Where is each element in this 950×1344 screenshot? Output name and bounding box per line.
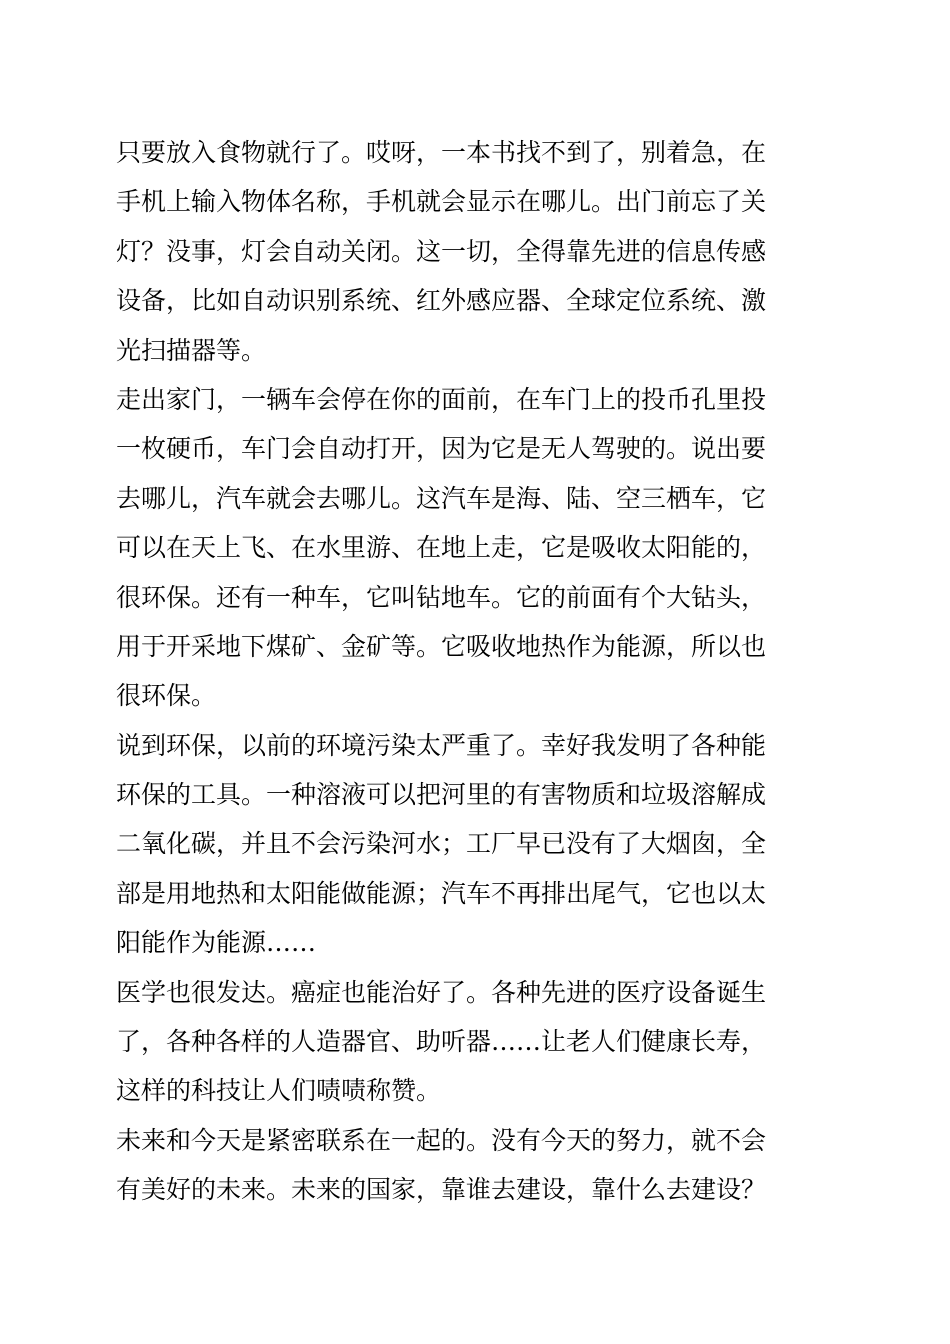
paragraph-medicine <box>116 968 767 1116</box>
text-line: 只要放入食物就行了。哎呀，一本书找不到了，别着急，在 <box>116 138 767 167</box>
text-line: 阳能作为能源…… <box>116 928 317 958</box>
text-line: 可以在天上飞、在水里游、在地上走，它是吸收太阳能的， <box>116 533 767 563</box>
text-line: 这样的科技让人们啧啧称赞。 <box>116 1076 442 1106</box>
text-line: 很环保。 <box>116 681 217 711</box>
text-line: 了，各种各样的人造器官、助听器……让老人们健康长寿， <box>116 1027 767 1057</box>
paragraph-transport <box>116 375 767 721</box>
text-line: 部是用地热和太阳能做能源；汽车不再排出尾气，它也以太 <box>116 878 767 908</box>
text-line: 未来和今天是紧密联系在一起的。没有今天的努力，就不会 <box>116 1125 767 1155</box>
text-line: 说到环保，以前的环境污染太严重了。幸好我发明了各种能 <box>116 730 767 760</box>
text-line: 环保的工具。一种溶液可以把河里的有害物质和垃圾溶解成 <box>116 780 767 810</box>
text-line: 二氧化碳，并且不会污染河水；工厂早已没有了大烟囱，全 <box>116 829 767 859</box>
text-line: 设备，比如自动识别系统、红外感应器、全球定位系统、激 <box>116 286 767 316</box>
paragraph-environment <box>116 721 767 968</box>
text-line: 很环保。还有一种车，它叫钻地车。它的前面有个大钻头， <box>116 582 767 612</box>
text-line: 灯？没事，灯会自动关闭。这一切，全得靠先进的信息传感 <box>116 236 767 266</box>
document-body <box>116 128 767 1215</box>
text-line: 去哪儿，汽车就会去哪儿。这汽车是海、陆、空三栖车，它 <box>116 483 767 513</box>
paragraph-future <box>116 1116 767 1215</box>
text-line: 走出家门，一辆车会停在你的面前，在车门上的投币孔里投 <box>116 384 767 414</box>
text-line: 用于开采地下煤矿、金矿等。它吸收地热作为能源，所以也 <box>116 631 767 661</box>
paragraph-smart-home <box>116 128 767 375</box>
text-line: 一枚硬币，车门会自动打开，因为它是无人驾驶的。说出要 <box>116 434 767 464</box>
text-line: 医学也很发达。癌症也能治好了。各种先进的医疗设备诞生 <box>116 977 767 1007</box>
text-line: 有美好的未来。未来的国家，靠谁去建设，靠什么去建设？ <box>116 1175 767 1205</box>
text-line: 手机上输入物体名称，手机就会显示在哪儿。出门前忘了关 <box>116 187 767 217</box>
text-line: 光扫描器等。 <box>116 335 267 365</box>
